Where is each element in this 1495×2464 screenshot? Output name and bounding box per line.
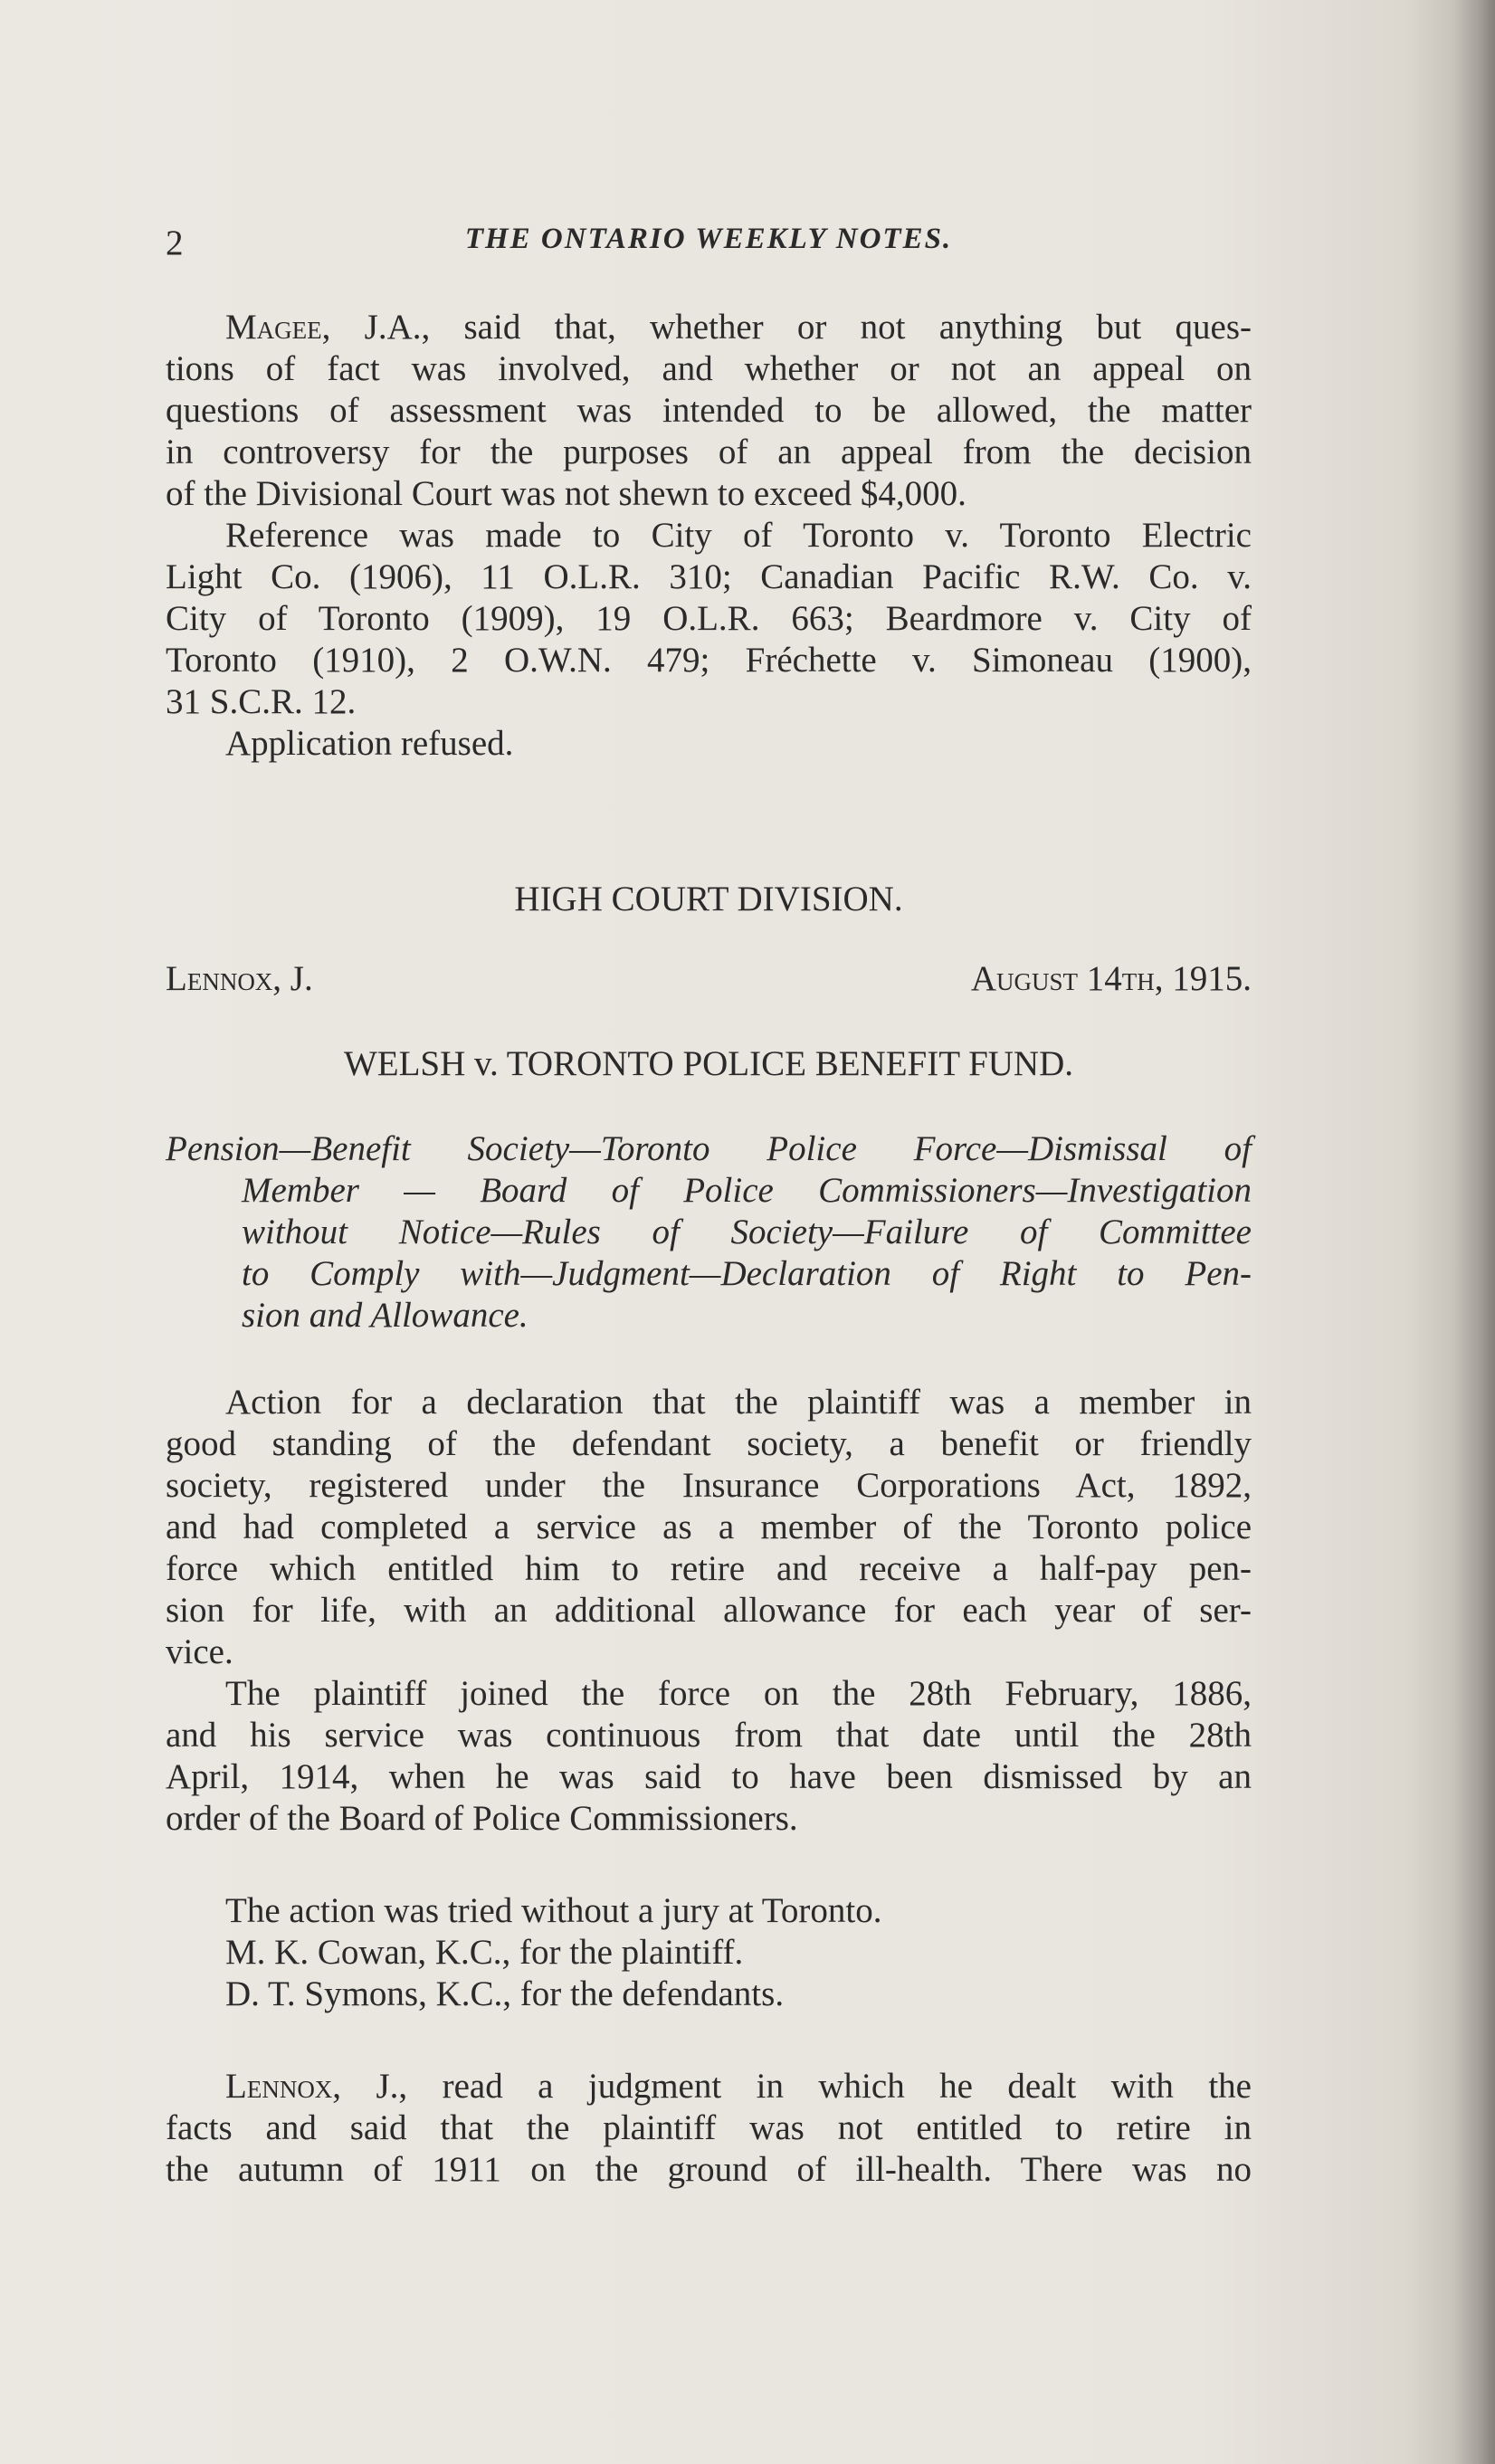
text-line: of the Divisional Court was not shewn to exceed $4,000. <box>166 474 967 513</box>
judge-name: Magee, J.A., <box>225 308 431 347</box>
text-line: in controversy for the purposes of an appeal from the decision <box>166 433 1252 471</box>
text-line: and had completed a service as a member of the Toronto police <box>166 1508 1252 1546</box>
judge-name: Lennox, J., <box>225 2067 408 2106</box>
text-line: 31 S.C.R. 12. <box>166 682 357 721</box>
page-edge-shadow <box>1453 0 1495 2464</box>
text-line: The plaintiff joined the force on the 28th February, 1886, <box>225 1674 1252 1713</box>
text-line: order of the Board of Police Commissioners. <box>166 1799 798 1838</box>
decision-date: August 14th, 1915. <box>970 959 1252 998</box>
running-title: THE ONTARIO WEEKLY NOTES. <box>464 223 953 255</box>
text-line: Magee, J.A., said that, whether or not anything but ques- <box>225 308 1252 347</box>
judge-name: Lennox, J. <box>166 959 313 998</box>
page-number: 2 <box>166 224 184 262</box>
text-line: society, registered under the Insurance Corporations Act, 1892, <box>166 1466 1252 1505</box>
text-line: Action for a declaration that the plaintiff was a member in <box>225 1383 1252 1422</box>
headnote-line: to Comply with—Judgment—Declaration of Right to Pen- <box>242 1254 1252 1293</box>
text-line: sion for life, with an additional allowance for each year of ser- <box>166 1591 1252 1630</box>
text-line: Light Co. (1906), 11 O.L.R. 310; Canadian Pacific R.W. Co. v. <box>166 557 1252 596</box>
text-line: tions of fact was involved, and whether or not an appeal on <box>166 349 1252 388</box>
headnote-line: Pension—Benefit Society—Toronto Police Force—Dismissal of <box>166 1129 1252 1168</box>
text-line: good standing of the defendant society, a benefit or friendly <box>166 1424 1252 1463</box>
division-heading: HIGH COURT DIVISION. <box>514 880 903 918</box>
text-line: Reference was made to City of Toronto v. Toronto Electric <box>225 516 1252 555</box>
headnote-line: Member — Board of Police Commissioners—Investigation <box>242 1171 1252 1210</box>
case-title: WELSH v. TORONTO POLICE BENEFIT FUND. <box>343 1044 1074 1083</box>
text-line: facts and said that the plaintiff was not entitled to retire in <box>166 2108 1252 2147</box>
text-line: force which entitled him to retire and receive a half-pay pen- <box>166 1549 1252 1588</box>
text-line: City of Toronto (1909), 19 O.L.R. 663; Beardmore v. City of <box>166 599 1252 638</box>
text-line: questions of assessment was intended to be allowed, the matter <box>166 391 1252 430</box>
headnote-line: without Notice—Rules of Society—Failure of Committee <box>242 1213 1252 1251</box>
text-line: vice. <box>166 1632 233 1671</box>
text-line: the autumn of 1911 on the ground of ill-health. There was no <box>166 2150 1252 2189</box>
text-line: Toronto (1910), 2 O.W.N. 479; Fréchette v. Simoneau (1900), <box>166 641 1252 680</box>
counsel-defendants: D. T. Symons, K.C., for the defendants. <box>225 1974 785 2013</box>
text-line: Lennox, J., read a judgment in which he dealt with the <box>225 2067 1252 2106</box>
text-line: Application refused. <box>225 724 514 763</box>
text-line: and his service was continuous from that date until the 28th <box>166 1716 1252 1755</box>
trial-line: The action was tried without a jury at Toronto. <box>225 1891 882 1930</box>
headnote-line: sion and Allowance. <box>242 1296 528 1335</box>
text-line: April, 1914, when he was said to have been dismissed by an <box>166 1757 1252 1796</box>
counsel-plaintiff: M. K. Cowan, K.C., for the plaintiff. <box>225 1933 744 1972</box>
